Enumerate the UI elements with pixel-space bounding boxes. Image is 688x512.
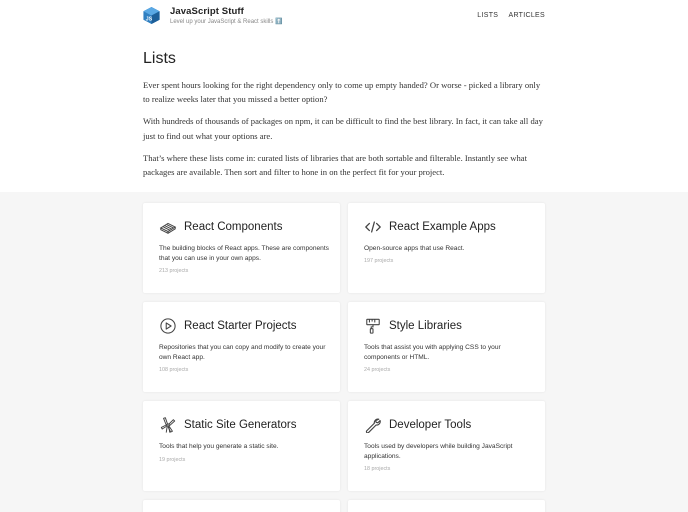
card-project-count: 24 projects [364, 367, 391, 373]
js-cube-logo-icon[interactable] [142, 6, 161, 25]
nav-link-articles[interactable]: ARTICLES [508, 12, 545, 19]
card-title: React Components [184, 221, 283, 233]
svg-text:JS: JS [145, 16, 153, 23]
keyboard-icon [159, 219, 177, 235]
list-card-style-libraries[interactable] [348, 302, 545, 392]
list-card-react-components[interactable] [143, 203, 340, 293]
card-project-count: 19 projects [159, 457, 186, 463]
card-description: Tools that assist you with applying CSS to your components or HTML. [364, 344, 501, 361]
list-card-react-example-apps[interactable] [348, 203, 545, 293]
intro-section [143, 50, 545, 187]
site-tagline: Level up your JavaScript & React skills ⬆️ [170, 19, 283, 25]
list-card-partial[interactable] [143, 500, 340, 512]
nav-link-lists[interactable]: LISTS [477, 12, 499, 19]
card-project-count: 18 projects [364, 466, 391, 472]
card-title: Static Site Generators [184, 419, 297, 431]
main-nav [469, 12, 545, 19]
list-card-static-site-generators[interactable] [143, 401, 340, 491]
wrench-icon [364, 417, 382, 433]
card-description: Tools used by developers while building JavaScript applications. [364, 443, 513, 460]
card-description: The building blocks of React apps. These are components that you can use in your own apps. [159, 245, 329, 262]
play-circle-icon [159, 318, 177, 334]
card-description: Open-source apps that use React. [364, 245, 465, 252]
intro-paragraph: With hundreds of thousands of packages on npm, it can be difficult to find the best library. In fact, it can take all day just to find out what your options are. [143, 116, 543, 141]
page-title: Lists [143, 50, 176, 67]
card-title: Developer Tools [389, 419, 472, 431]
card-project-count: 108 projects [159, 367, 189, 373]
windmill-icon [159, 417, 177, 433]
card-project-count: 213 projects [159, 268, 189, 274]
list-card-partial[interactable] [348, 500, 545, 512]
site-header [0, 0, 688, 40]
lists-grid [0, 192, 688, 512]
site-title[interactable]: JavaScript Stuff [170, 6, 244, 17]
list-card-react-starter-projects[interactable] [143, 302, 340, 392]
card-title: React Example Apps [389, 221, 496, 233]
card-description: Repositories that you can copy and modify to create your own React app. [159, 344, 326, 361]
card-description: Tools that help you generate a static site. [159, 443, 279, 450]
card-title: Style Libraries [389, 320, 462, 332]
list-card-developer-tools[interactable] [348, 401, 545, 491]
paint-roller-icon [364, 318, 382, 334]
intro-paragraph: Ever spent hours looking for the right dependency only to come up empty handed? Or worse - picked a library only to realize weeks later that you missed a better option? [143, 80, 541, 105]
code-icon [364, 219, 382, 235]
card-project-count: 197 projects [364, 258, 394, 264]
intro-paragraph: That’s where these lists come in: curated lists of libraries that are both sortable and filterable. Instantly see what packages are available. Then sort and filter to hone in on the perfect fit for your project. [143, 152, 527, 178]
card-title: React Starter Projects [184, 320, 297, 332]
